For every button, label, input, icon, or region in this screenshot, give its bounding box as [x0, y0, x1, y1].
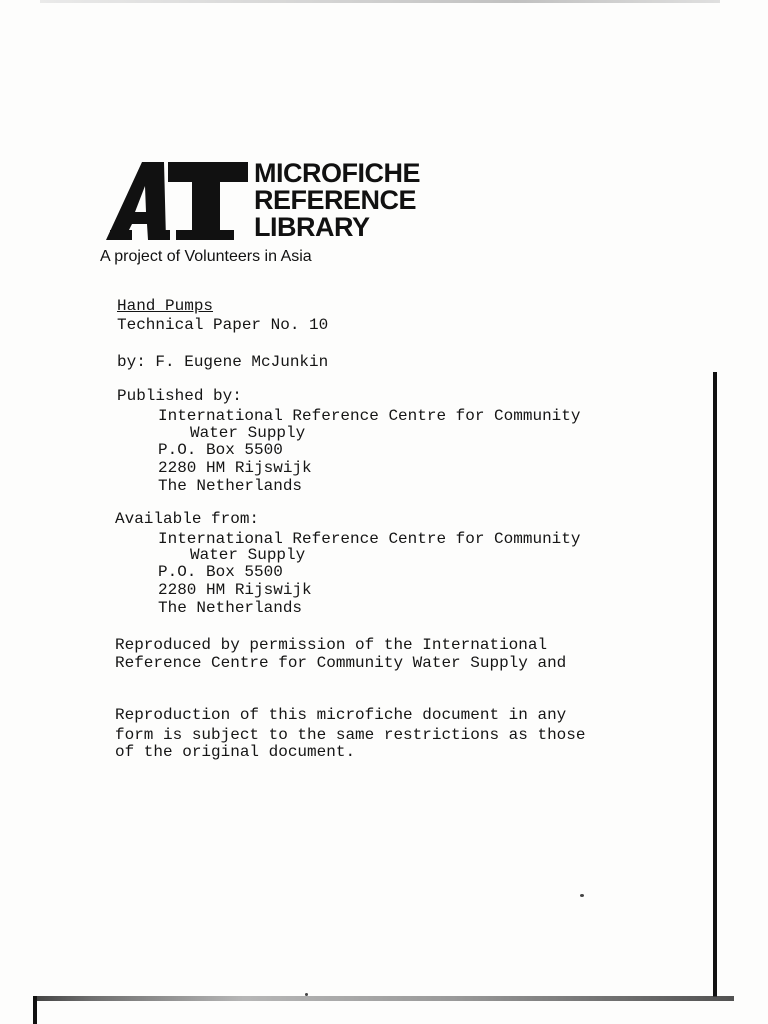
restriction-line: Reproduction of this microfiche document in any [115, 706, 567, 724]
available-line: International Reference Centre for Community [158, 530, 581, 548]
published-line: International Reference Centre for Community [158, 407, 581, 425]
document-subtitle: Technical Paper No. 10 [117, 316, 329, 334]
at-logo-mark-icon [104, 160, 249, 242]
scan-edge-bottom [34, 996, 734, 1001]
scan-speck [580, 894, 584, 897]
scan-edge-corner [33, 996, 37, 1024]
logo-tagline: A project of Volunteers in Asia [100, 248, 312, 265]
published-label: Published by: [117, 387, 242, 405]
document-author: by: F. Eugene McJunkin [117, 353, 329, 371]
published-line: 2280 HM Rijswijk [158, 459, 312, 477]
reproduced-line: Reference Centre for Community Water Supply and [115, 654, 567, 672]
published-line: Water Supply [190, 424, 306, 442]
available-line: 2280 HM Rijswijk [158, 581, 312, 599]
reproduced-line: Reproduced by permission of the International [115, 636, 548, 654]
available-label: Available from: [115, 510, 260, 528]
published-line: P.O. Box 5500 [158, 441, 283, 459]
available-line: P.O. Box 5500 [158, 563, 283, 581]
document-title: Hand Pumps [117, 297, 214, 315]
available-line: The Netherlands [158, 599, 303, 617]
logo-line-microfiche: MICROFICHE [254, 158, 420, 188]
logo-line-library: LIBRARY [254, 212, 370, 242]
scan-edge-top [40, 0, 720, 3]
logo-line-reference: REFERENCE [254, 185, 417, 215]
restriction-line: form is subject to the same restrictions as those [115, 726, 586, 744]
restriction-line: of the original document. [115, 743, 356, 761]
published-line: The Netherlands [158, 477, 303, 495]
scan-edge-right [713, 372, 717, 997]
scan-speck [305, 993, 308, 996]
logo-wordmark [254, 160, 420, 241]
available-line: Water Supply [190, 546, 306, 564]
